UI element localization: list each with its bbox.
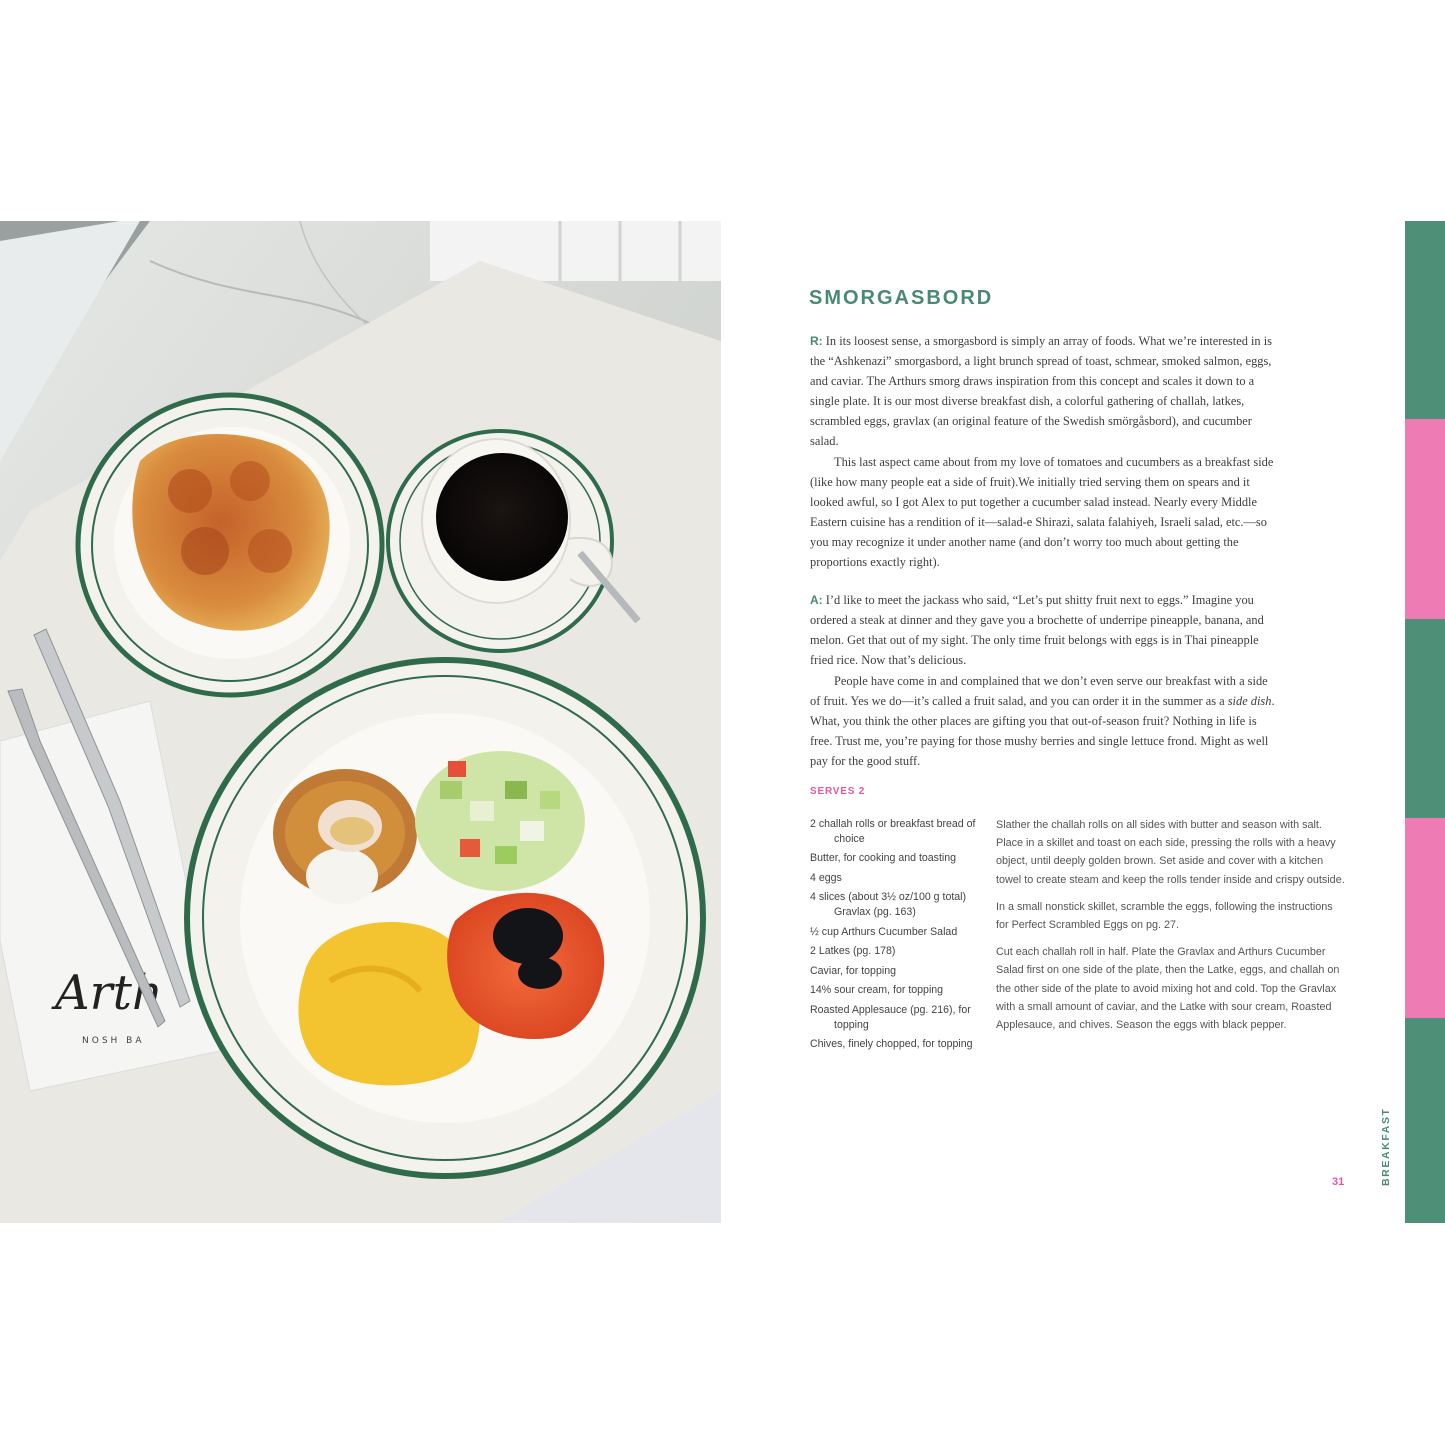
recipe-intro — [810, 331, 1280, 771]
napkin-subtitle: NOSH BA — [82, 1036, 145, 1046]
method-steps — [996, 816, 1346, 1043]
intro-paragraph — [810, 671, 1280, 771]
tab-band-pink — [1405, 419, 1445, 619]
ingredient-item: 4 eggs — [810, 871, 842, 884]
method-step: Cut each challah roll in half. Plate the Gravlax and Arthurs Cucumber Salad first on one side of the plate, then the Latke, eggs, and challah on the other side of the plate to avoid mixing hot and cold. Top the Gravlax with a small amount of caviar, and the Latke with sour cream, Roasted Applesauce, and chives. Season the eggs with black pepper. — [996, 946, 1340, 1032]
intro-text: . What, you think the other places are gifting you that out-of-season fruit? Nothing in life is free. Trust me, you’re paying for those mushy berries and single lettuce frond. Might as well pay for the good stuff. — [810, 693, 1275, 768]
ingredient-item: 4 slices (about 3½ oz/100 g total) Gravlax (pg. 163) — [810, 891, 967, 918]
chapter-color-tab — [1405, 221, 1445, 1223]
speaker-label: R: — [810, 334, 823, 348]
tab-band-pink — [1405, 818, 1445, 1018]
food-photo — [0, 221, 721, 1223]
tab-band-green — [1405, 619, 1445, 818]
serves-label: SERVES 2 — [810, 786, 866, 797]
ingredient-item: Roasted Applesauce (pg. 216), for topping — [810, 1003, 971, 1031]
page-number: 31 — [1332, 1176, 1345, 1188]
intro-text: People have come in and complained that we don’t even serve our breakfast with a side of fruit. Yes we do—it’s called a fruit salad, and you can order it in the summer as a — [810, 673, 1268, 708]
speaker-label: A: — [810, 593, 823, 608]
intro-text: I’d like to meet the jackass who said, “Let’s put shitty fruit next to eggs.” Imagine you ordered a steak at dinner and they gave you a brochette of underripe pineapple, banana, and melon. Get that out of my sight. The only time fruit belongs with eggs is in Thai pineapple fried rice. Now that’s delicious. — [810, 593, 1264, 668]
ingredient-item: 2 challah rolls or breakfast bread of choice — [810, 818, 976, 845]
method-step: In a small nonstick skillet, scramble the eggs, following the instructions for Perfect Scrambled Eggs on pg. 27. — [996, 900, 1333, 932]
intro-emphasis: side dish — [1227, 693, 1272, 708]
ingredient-item: Butter, for cooking and toasting — [810, 852, 957, 865]
tab-band-green — [1405, 221, 1445, 419]
recipe-page — [721, 221, 1405, 1223]
intro-paragraph — [810, 331, 1280, 452]
ingredient-item: Caviar, for topping — [810, 964, 896, 977]
method-step: Slather the challah rolls on all sides with butter and season with salt. Place in a skillet and toast on each side, pressing the rolls with a heavy object, until deeply golden brown. Set aside and cover with a kitchen towel to create steam and keep the rolls tender inside and crispy outside. — [996, 819, 1345, 886]
napkin-logo: Arth — [55, 965, 163, 1021]
ingredient-item: 14% sour cream, for topping — [810, 984, 944, 997]
section-label: BREAKFAST — [1380, 1107, 1392, 1186]
recipe-title: SMORGASBORD — [809, 287, 994, 309]
intro-paragraph — [810, 590, 1280, 670]
book-spread — [0, 221, 1445, 1223]
intro-text: In its loosest sense, a smorgasbord is simply an array of foods. What we’re interested in is the “Ashkenazi” smorgasbord, a light brunch spread of toast, schmear, smoked salmon, eggs, and caviar. The Arthurs smorg draws inspiration from this concept and scales it down to a single plate. It is our most diverse breakfast dish, a colorful gathering of challah, latkes, scrambled eggs, gravlax (an original feature of the Swedish smörgåsbord), and cucumber salad. — [810, 334, 1272, 449]
ingredient-item: Chives, finely chopped, for topping — [810, 1038, 973, 1051]
tab-band-green — [1405, 1018, 1445, 1223]
ingredient-item: 2 Latkes (pg. 178) — [810, 945, 896, 958]
ingredient-item: ½ cup Arthurs Cucumber Salad — [810, 925, 958, 938]
intro-paragraph: This last aspect came about from my love of tomatoes and cucumbers as a breakfast side (like how many people eat a side of fruit).We initially tried serving them on spears and it looked awful, so I got Alex to put together a cucumber salad instead. Nearly every Middle Eastern cuisine has a rendition of it—salad-e Shirazi, salata falahiyeh, Israeli salad, etc.—so you may recognize it under another name (and don’t worry too much about getting the proportions exactly right). — [810, 454, 1274, 570]
ingredients-list — [810, 817, 980, 1057]
